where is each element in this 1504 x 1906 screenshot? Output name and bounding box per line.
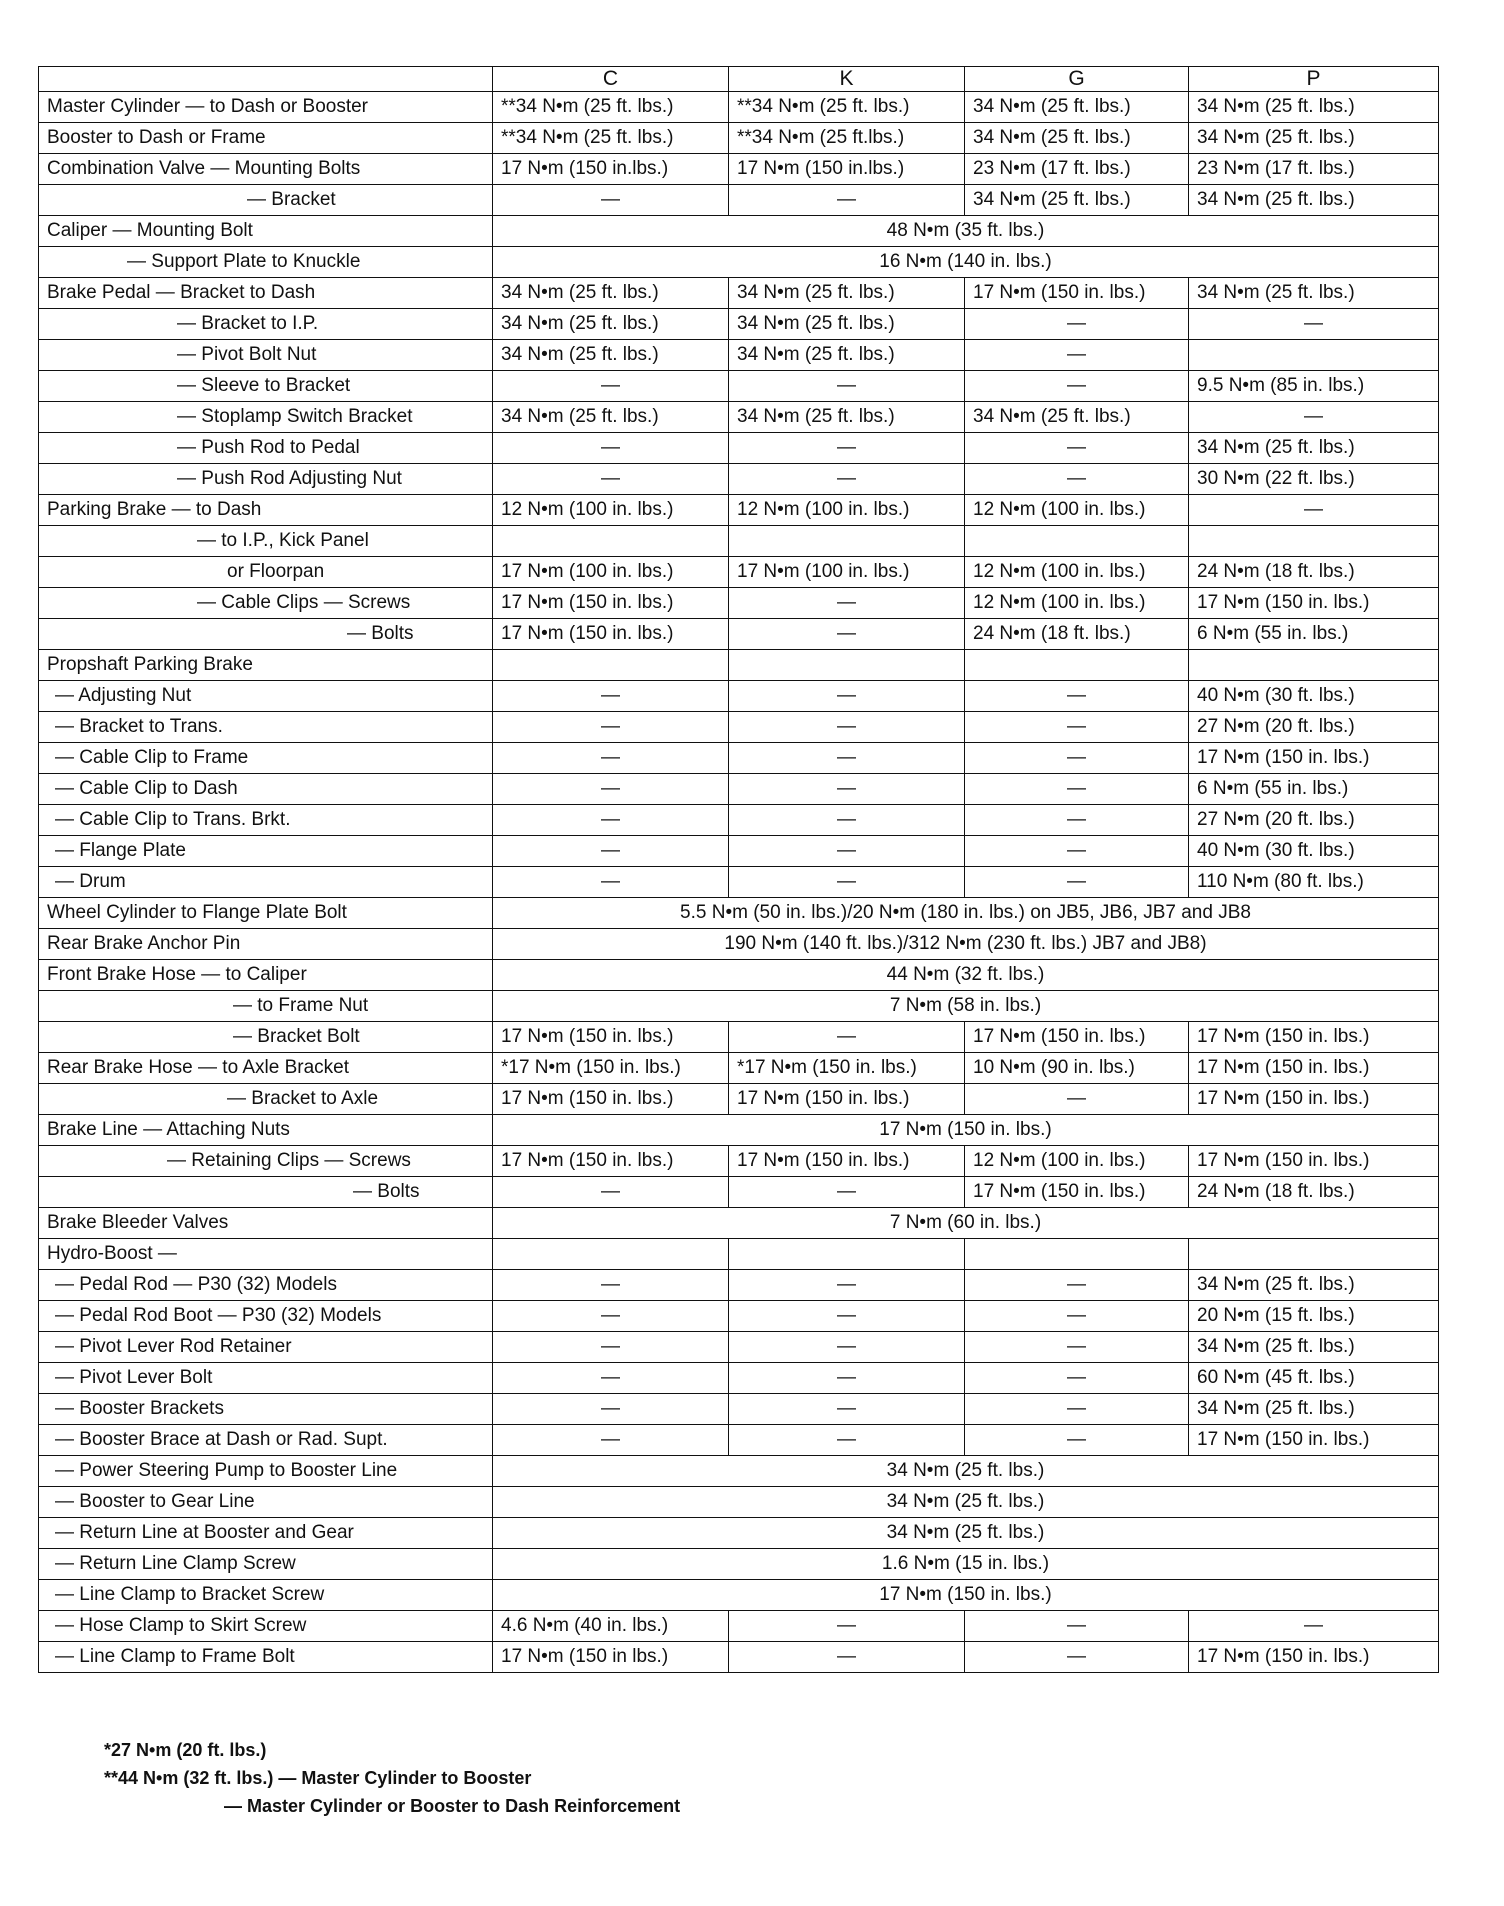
header-cell-c: C <box>493 67 729 92</box>
value-cell-k: *17 N•m (150 in. lbs.) <box>729 1053 965 1084</box>
value-cell-p: 40 N•m (30 ft. lbs.) <box>1189 836 1439 867</box>
row-description: Hydro-Boost — <box>39 1239 493 1270</box>
value-cell-p <box>1189 340 1439 371</box>
value-cell-k: — <box>729 1301 965 1332</box>
value-cell-k: — <box>729 1022 965 1053</box>
spanning-value-cell: 48 N•m (35 ft. lbs.) <box>493 216 1439 247</box>
table-row <box>39 1611 1439 1642</box>
value-cell-p: 27 N•m (20 ft. lbs.) <box>1189 712 1439 743</box>
value-cell-k: — <box>729 1270 965 1301</box>
row-description: — Bracket to Trans. <box>39 712 493 743</box>
value-cell-c: — <box>493 185 729 216</box>
table-row <box>39 991 1439 1022</box>
value-cell-c: — <box>493 464 729 495</box>
value-cell-p: 6 N•m (55 in. lbs.) <box>1189 619 1439 650</box>
value-cell-g: 34 N•m (25 ft. lbs.) <box>965 185 1189 216</box>
value-cell-k: 17 N•m (100 in. lbs.) <box>729 557 965 588</box>
row-description: — Line Clamp to Bracket Screw <box>39 1580 493 1611</box>
row-description: — Return Line at Booster and Gear <box>39 1518 493 1549</box>
value-cell-g: — <box>965 340 1189 371</box>
footnote: *27 N•m (20 ft. lbs.) <box>104 1740 267 1760</box>
value-cell-p: 23 N•m (17 ft. lbs.) <box>1189 154 1439 185</box>
table-row <box>39 619 1439 650</box>
value-cell-k: 17 N•m (150 in.lbs.) <box>729 154 965 185</box>
table-row <box>39 1301 1439 1332</box>
row-description: — Bolts <box>39 1177 493 1208</box>
row-description: Caliper — Mounting Bolt <box>39 216 493 247</box>
table-row <box>39 1394 1439 1425</box>
table-row <box>39 371 1439 402</box>
table-row <box>39 743 1439 774</box>
value-cell-g: — <box>965 433 1189 464</box>
value-cell-c: 17 N•m (150 in lbs.) <box>493 1642 729 1673</box>
value-cell-c: — <box>493 1425 729 1456</box>
table-row <box>39 1580 1439 1611</box>
row-description: — Bracket to I.P. <box>39 309 493 340</box>
value-cell-g: — <box>965 1642 1189 1673</box>
value-cell-c: — <box>493 1363 729 1394</box>
table-row <box>39 1084 1439 1115</box>
table-row <box>39 588 1439 619</box>
spanning-value-cell: 190 N•m (140 ft. lbs.)/312 N•m (230 ft. lbs.) JB7 and JB8) <box>493 929 1439 960</box>
value-cell-g: 34 N•m (25 ft. lbs.) <box>965 123 1189 154</box>
value-cell-c: 34 N•m (25 ft. lbs.) <box>493 340 729 371</box>
row-description: Front Brake Hose — to Caliper <box>39 960 493 991</box>
table-row <box>39 1270 1439 1301</box>
value-cell-p: 17 N•m (150 in. lbs.) <box>1189 1425 1439 1456</box>
row-description: — Support Plate to Knuckle <box>39 247 493 278</box>
row-description: — Pedal Rod Boot — P30 (32) Models <box>39 1301 493 1332</box>
value-cell-p: — <box>1189 1611 1439 1642</box>
table-row <box>39 123 1439 154</box>
value-cell-k: 34 N•m (25 ft. lbs.) <box>729 402 965 433</box>
row-description: Booster to Dash or Frame <box>39 123 493 154</box>
table-row <box>39 1487 1439 1518</box>
value-cell-k: — <box>729 805 965 836</box>
value-cell-p: — <box>1189 495 1439 526</box>
value-cell-g: 34 N•m (25 ft. lbs.) <box>965 92 1189 123</box>
row-description: — Booster to Gear Line <box>39 1487 493 1518</box>
row-description: — Bracket Bolt <box>39 1022 493 1053</box>
value-cell-g: — <box>965 1611 1189 1642</box>
value-cell-g: — <box>965 1084 1189 1115</box>
table-row <box>39 867 1439 898</box>
row-description: — Pivot Bolt Nut <box>39 340 493 371</box>
spanning-value-cell: 16 N•m (140 in. lbs.) <box>493 247 1439 278</box>
table-row <box>39 309 1439 340</box>
row-description: — Cable Clips — Screws <box>39 588 493 619</box>
value-cell-c: 34 N•m (25 ft. lbs.) <box>493 402 729 433</box>
table-row <box>39 1146 1439 1177</box>
value-cell-p: 17 N•m (150 in. lbs.) <box>1189 1084 1439 1115</box>
value-cell-c: — <box>493 1270 729 1301</box>
value-cell-c: 17 N•m (150 in. lbs.) <box>493 1022 729 1053</box>
value-cell-g: 12 N•m (100 in. lbs.) <box>965 588 1189 619</box>
row-description: — Adjusting Nut <box>39 681 493 712</box>
value-cell-c: — <box>493 743 729 774</box>
value-cell-p: 27 N•m (20 ft. lbs.) <box>1189 805 1439 836</box>
value-cell-g: — <box>965 1363 1189 1394</box>
row-description: — Bracket <box>39 185 493 216</box>
spanning-value-cell: 34 N•m (25 ft. lbs.) <box>493 1456 1439 1487</box>
value-cell-p: — <box>1189 309 1439 340</box>
header-cell-blank <box>39 67 493 92</box>
row-description: — Booster Brace at Dash or Rad. Supt. <box>39 1425 493 1456</box>
table-row <box>39 1456 1439 1487</box>
value-cell-c: 17 N•m (100 in. lbs.) <box>493 557 729 588</box>
value-cell-c: — <box>493 867 729 898</box>
table-row <box>39 340 1439 371</box>
table-row <box>39 1549 1439 1580</box>
table-row <box>39 960 1439 991</box>
table-row <box>39 898 1439 929</box>
value-cell-k: 17 N•m (150 in. lbs.) <box>729 1084 965 1115</box>
row-description: — Pivot Lever Rod Retainer <box>39 1332 493 1363</box>
table-row <box>39 1177 1439 1208</box>
row-description: — Cable Clip to Frame <box>39 743 493 774</box>
value-cell-k: — <box>729 1363 965 1394</box>
table-row <box>39 836 1439 867</box>
row-description: Brake Bleeder Valves <box>39 1208 493 1239</box>
table-row <box>39 495 1439 526</box>
value-cell-p: 34 N•m (25 ft. lbs.) <box>1189 1394 1439 1425</box>
table-row <box>39 1332 1439 1363</box>
table-row <box>39 557 1439 588</box>
value-cell-p: 110 N•m (80 ft. lbs.) <box>1189 867 1439 898</box>
row-description: Brake Pedal — Bracket to Dash <box>39 278 493 309</box>
value-cell-p: 34 N•m (25 ft. lbs.) <box>1189 433 1439 464</box>
value-cell-c: 17 N•m (150 in. lbs.) <box>493 1146 729 1177</box>
row-description: — Power Steering Pump to Booster Line <box>39 1456 493 1487</box>
row-description: — Line Clamp to Frame Bolt <box>39 1642 493 1673</box>
row-description: — Bolts <box>39 619 493 650</box>
value-cell-g: 23 N•m (17 ft. lbs.) <box>965 154 1189 185</box>
value-cell-g: — <box>965 1332 1189 1363</box>
value-cell-g: — <box>965 712 1189 743</box>
value-cell-c: 34 N•m (25 ft. lbs.) <box>493 278 729 309</box>
spanning-value-cell: 1.6 N•m (15 in. lbs.) <box>493 1549 1439 1580</box>
table-row <box>39 1053 1439 1084</box>
value-cell-c: 17 N•m (150 in. lbs.) <box>493 588 729 619</box>
value-cell-k: — <box>729 1642 965 1673</box>
value-cell-k: — <box>729 1611 965 1642</box>
footnotes <box>104 1736 680 1820</box>
value-cell-p: 17 N•m (150 in. lbs.) <box>1189 1053 1439 1084</box>
value-cell-k: — <box>729 1425 965 1456</box>
value-cell-g: — <box>965 805 1189 836</box>
table-row <box>39 805 1439 836</box>
row-description: Master Cylinder — to Dash or Booster <box>39 92 493 123</box>
value-cell-c: — <box>493 1394 729 1425</box>
value-cell-p: 34 N•m (25 ft. lbs.) <box>1189 1270 1439 1301</box>
row-description: — Flange Plate <box>39 836 493 867</box>
value-cell-g: 24 N•m (18 ft. lbs.) <box>965 619 1189 650</box>
value-cell-g: — <box>965 1394 1189 1425</box>
header-cell-k: K <box>729 67 965 92</box>
table-row <box>39 526 1439 557</box>
value-cell-g: 10 N•m (90 in. lbs.) <box>965 1053 1189 1084</box>
value-cell-p: 60 N•m (45 ft. lbs.) <box>1189 1363 1439 1394</box>
value-cell-k: — <box>729 371 965 402</box>
value-cell-c: — <box>493 1301 729 1332</box>
value-cell-p: 6 N•m (55 in. lbs.) <box>1189 774 1439 805</box>
table-row <box>39 929 1439 960</box>
value-cell-p: 24 N•m (18 ft. lbs.) <box>1189 557 1439 588</box>
value-cell-g <box>965 526 1189 557</box>
value-cell-p: 17 N•m (150 in. lbs.) <box>1189 1642 1439 1673</box>
row-description: — Cable Clip to Dash <box>39 774 493 805</box>
row-description: — Hose Clamp to Skirt Screw <box>39 1611 493 1642</box>
value-cell-p: 34 N•m (25 ft. lbs.) <box>1189 92 1439 123</box>
value-cell-p: 24 N•m (18 ft. lbs.) <box>1189 1177 1439 1208</box>
header-cell-g: G <box>965 67 1189 92</box>
value-cell-c: — <box>493 712 729 743</box>
value-cell-c: — <box>493 1177 729 1208</box>
table-row <box>39 1642 1439 1673</box>
value-cell-c: — <box>493 433 729 464</box>
row-description: — Drum <box>39 867 493 898</box>
table-row <box>39 774 1439 805</box>
value-cell-p: — <box>1189 402 1439 433</box>
value-cell-k <box>729 526 965 557</box>
spanning-value-cell: 17 N•m (150 in. lbs.) <box>493 1580 1439 1611</box>
header-row <box>39 67 1439 92</box>
value-cell-k: 34 N•m (25 ft. lbs.) <box>729 309 965 340</box>
value-cell-k: — <box>729 836 965 867</box>
value-cell-k: — <box>729 1332 965 1363</box>
table-row <box>39 433 1439 464</box>
table-row <box>39 402 1439 433</box>
value-cell-k: 34 N•m (25 ft. lbs.) <box>729 340 965 371</box>
table-row <box>39 185 1439 216</box>
footnote: **44 N•m (32 ft. lbs.) — Master Cylinder to Booster <box>104 1768 532 1788</box>
table-row <box>39 278 1439 309</box>
value-cell-k: — <box>729 433 965 464</box>
spanning-value-cell: 17 N•m (150 in. lbs.) <box>493 1115 1439 1146</box>
row-description: — Push Rod Adjusting Nut <box>39 464 493 495</box>
row-description: — to I.P., Kick Panel <box>39 526 493 557</box>
value-cell-k: 34 N•m (25 ft. lbs.) <box>729 278 965 309</box>
value-cell-g: — <box>965 464 1189 495</box>
value-cell-p: 34 N•m (25 ft. lbs.) <box>1189 185 1439 216</box>
row-description: Rear Brake Hose — to Axle Bracket <box>39 1053 493 1084</box>
value-cell-g: 17 N•m (150 in. lbs.) <box>965 1022 1189 1053</box>
value-cell-p <box>1189 526 1439 557</box>
table-row <box>39 464 1439 495</box>
value-cell-g: — <box>965 1425 1189 1456</box>
value-cell-k: 12 N•m (100 in. lbs.) <box>729 495 965 526</box>
value-cell-p: 17 N•m (150 in. lbs.) <box>1189 1022 1439 1053</box>
value-cell-g: — <box>965 774 1189 805</box>
value-cell-k: — <box>729 619 965 650</box>
torque-spec-table <box>38 66 1439 1673</box>
row-description: — Stoplamp Switch Bracket <box>39 402 493 433</box>
value-cell-p: 40 N•m (30 ft. lbs.) <box>1189 681 1439 712</box>
spanning-value-cell: 44 N•m (32 ft. lbs.) <box>493 960 1439 991</box>
row-description: — Push Rod to Pedal <box>39 433 493 464</box>
row-description: — Sleeve to Bracket <box>39 371 493 402</box>
value-cell-p: 20 N•m (15 ft. lbs.) <box>1189 1301 1439 1332</box>
value-cell-g: 12 N•m (100 in. lbs.) <box>965 1146 1189 1177</box>
value-cell-c: *17 N•m (150 in. lbs.) <box>493 1053 729 1084</box>
value-cell-k: **34 N•m (25 ft. lbs.) <box>729 92 965 123</box>
value-cell-g: — <box>965 681 1189 712</box>
value-cell-k: — <box>729 743 965 774</box>
value-cell-p: 17 N•m (150 in. lbs.) <box>1189 1146 1439 1177</box>
footnote: — Master Cylinder or Booster to Dash Reinforcement <box>104 1796 681 1816</box>
value-cell-g: 12 N•m (100 in. lbs.) <box>965 557 1189 588</box>
spanning-value-cell: 34 N•m (25 ft. lbs.) <box>493 1518 1439 1549</box>
value-cell-k: **34 N•m (25 ft.lbs.) <box>729 123 965 154</box>
value-cell-k: — <box>729 774 965 805</box>
value-cell-c: — <box>493 774 729 805</box>
value-cell-k <box>729 650 965 681</box>
table-row <box>39 1425 1439 1456</box>
value-cell-c <box>493 526 729 557</box>
table-row <box>39 712 1439 743</box>
value-cell-k: — <box>729 1394 965 1425</box>
table-row <box>39 247 1439 278</box>
value-cell-g <box>965 650 1189 681</box>
value-cell-k: 17 N•m (150 in. lbs.) <box>729 1146 965 1177</box>
value-cell-g: — <box>965 371 1189 402</box>
table-row <box>39 1363 1439 1394</box>
table-row <box>39 1022 1439 1053</box>
table-row <box>39 216 1439 247</box>
value-cell-g: 17 N•m (150 in. lbs.) <box>965 278 1189 309</box>
spanning-value-cell: 7 N•m (58 in. lbs.) <box>493 991 1439 1022</box>
value-cell-c: 34 N•m (25 ft. lbs.) <box>493 309 729 340</box>
value-cell-k: — <box>729 588 965 619</box>
value-cell-k <box>729 1239 965 1270</box>
value-cell-g: — <box>965 867 1189 898</box>
value-cell-k: — <box>729 185 965 216</box>
row-description: — Return Line Clamp Screw <box>39 1549 493 1580</box>
row-description: Propshaft Parking Brake <box>39 650 493 681</box>
value-cell-g: 17 N•m (150 in. lbs.) <box>965 1177 1189 1208</box>
row-description: Wheel Cylinder to Flange Plate Bolt <box>39 898 493 929</box>
row-description: — to Frame Nut <box>39 991 493 1022</box>
row-description: — Cable Clip to Trans. Brkt. <box>39 805 493 836</box>
value-cell-g <box>965 1239 1189 1270</box>
row-description: — Bracket to Axle <box>39 1084 493 1115</box>
table-body <box>39 92 1439 1673</box>
value-cell-k: — <box>729 681 965 712</box>
value-cell-k: — <box>729 867 965 898</box>
value-cell-p: 30 N•m (22 ft. lbs.) <box>1189 464 1439 495</box>
value-cell-c: 12 N•m (100 in. lbs.) <box>493 495 729 526</box>
value-cell-p: 17 N•m (150 in. lbs.) <box>1189 588 1439 619</box>
value-cell-c: — <box>493 805 729 836</box>
row-description: — Retaining Clips — Screws <box>39 1146 493 1177</box>
value-cell-p: 34 N•m (25 ft. lbs.) <box>1189 1332 1439 1363</box>
value-cell-c: — <box>493 1332 729 1363</box>
value-cell-p: 34 N•m (25 ft. lbs.) <box>1189 278 1439 309</box>
value-cell-c: — <box>493 836 729 867</box>
table-row <box>39 1518 1439 1549</box>
value-cell-g: — <box>965 836 1189 867</box>
table-row <box>39 154 1439 185</box>
value-cell-p: 9.5 N•m (85 in. lbs.) <box>1189 371 1439 402</box>
value-cell-k: — <box>729 712 965 743</box>
row-description: — Booster Brackets <box>39 1394 493 1425</box>
value-cell-k: — <box>729 1177 965 1208</box>
value-cell-p: 34 N•m (25 ft. lbs.) <box>1189 123 1439 154</box>
value-cell-c: 17 N•m (150 in. lbs.) <box>493 1084 729 1115</box>
value-cell-c: 17 N•m (150 in.lbs.) <box>493 154 729 185</box>
value-cell-c: **34 N•m (25 ft. lbs.) <box>493 92 729 123</box>
row-description: Rear Brake Anchor Pin <box>39 929 493 960</box>
value-cell-g: 12 N•m (100 in. lbs.) <box>965 495 1189 526</box>
row-description: Brake Line — Attaching Nuts <box>39 1115 493 1146</box>
value-cell-p: 17 N•m (150 in. lbs.) <box>1189 743 1439 774</box>
value-cell-g: 34 N•m (25 ft. lbs.) <box>965 402 1189 433</box>
table-row <box>39 1239 1439 1270</box>
header-cell-p: P <box>1189 67 1439 92</box>
row-description: — Pedal Rod — P30 (32) Models <box>39 1270 493 1301</box>
row-description: or Floorpan <box>39 557 493 588</box>
row-description: Combination Valve — Mounting Bolts <box>39 154 493 185</box>
spanning-value-cell: 5.5 N•m (50 in. lbs.)/20 N•m (180 in. lbs.) on JB5, JB6, JB7 and JB8 <box>493 898 1439 929</box>
value-cell-g: — <box>965 1301 1189 1332</box>
value-cell-g: — <box>965 309 1189 340</box>
value-cell-c <box>493 650 729 681</box>
value-cell-c: 17 N•m (150 in. lbs.) <box>493 619 729 650</box>
spanning-value-cell: 34 N•m (25 ft. lbs.) <box>493 1487 1439 1518</box>
table-row <box>39 1208 1439 1239</box>
value-cell-g: — <box>965 1270 1189 1301</box>
value-cell-c: 4.6 N•m (40 in. lbs.) <box>493 1611 729 1642</box>
value-cell-c <box>493 1239 729 1270</box>
table-row <box>39 1115 1439 1146</box>
value-cell-g: — <box>965 743 1189 774</box>
value-cell-c: **34 N•m (25 ft. lbs.) <box>493 123 729 154</box>
row-description: Parking Brake — to Dash <box>39 495 493 526</box>
row-description: — Pivot Lever Bolt <box>39 1363 493 1394</box>
spanning-value-cell: 7 N•m (60 in. lbs.) <box>493 1208 1439 1239</box>
table-row <box>39 92 1439 123</box>
table-row <box>39 681 1439 712</box>
value-cell-k: — <box>729 464 965 495</box>
value-cell-c: — <box>493 681 729 712</box>
value-cell-p <box>1189 1239 1439 1270</box>
table-row <box>39 650 1439 681</box>
value-cell-p <box>1189 650 1439 681</box>
value-cell-c: — <box>493 371 729 402</box>
